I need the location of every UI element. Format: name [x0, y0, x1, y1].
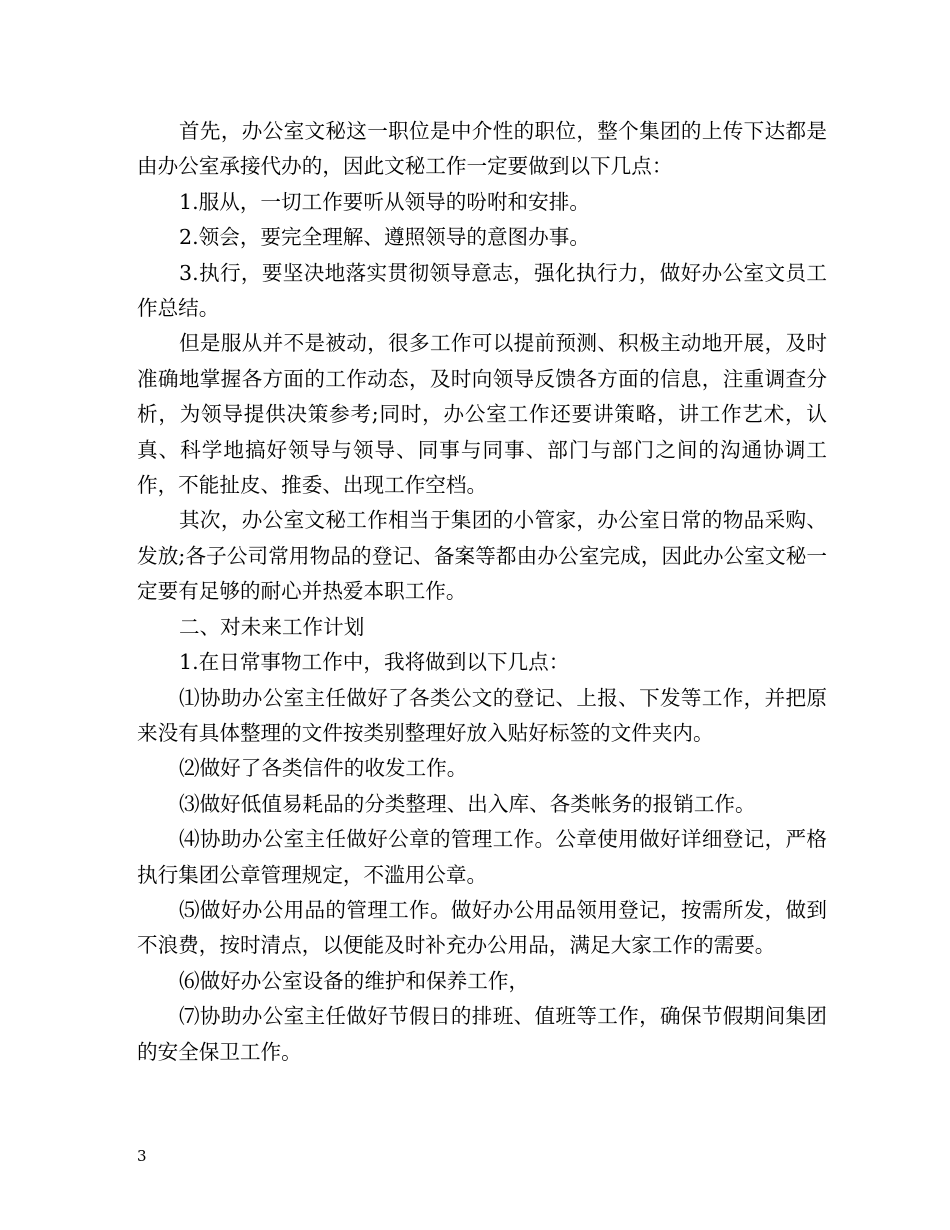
section-heading: 二、对未来工作计划 — [179, 614, 365, 639]
list-item: ⑺协助办公室主任做好节假日的排班、值班等工作，确保节假期间集团的安全保卫工作。 — [137, 1004, 827, 1064]
list-item: ⑷协助办公室主任做好公章的管理工作。公章使用做好详细登记，严格执行集团公章管理规定，不滥用公章。 — [137, 827, 827, 887]
list-item: ⑵做好了各类信件的收发工作。 — [179, 756, 468, 781]
paragraph: 首先，办公室文秘这一职位是中介性的职位，整个集团的上传下达都是由办公室承接代办的，因此文秘工作一定要做到以下几点： — [137, 119, 827, 179]
paragraph: 其次，办公室文秘工作相当于集团的小管家，办公室日常的物品采购、发放;各子公司常用物品的登记、备案等都由办公室完成，因此办公室文秘一定要有足够的耐心并热爱本职工作。 — [137, 508, 827, 604]
page-number: 3 — [137, 1147, 147, 1165]
document-body — [137, 114, 827, 1070]
list-item: ⑸做好办公用品的管理工作。做好办公用品领用登记，按需所发，做到不浪费，按时清点，以便能及时补充办公用品，满足大家工作的需要。 — [137, 897, 827, 958]
list-item: ⑴协助办公室主任做好了各类公文的登记、上报、下发等工作，并把原来没有具体整理的文件按类别整理好放入贴好标签的文件夹内。 — [137, 685, 827, 745]
paragraph: 但是服从并不是被动，很多工作可以提前预测、积极主动地开展，及时准确地掌握各方面的工作动态，及时向领导反馈各方面的信息，注重调查分析，为领导提供决策参考;同时，办公室工作还要讲策略，讲工作艺术，认真、科学地搞好领导与领导、同事与同事、部门与部门之间的沟通协调工作，不能扯皮、推委、出现工作空档。 — [137, 331, 827, 498]
paragraph: 2.领会，要完全理解、遵照领导的意图办事。 — [179, 225, 590, 250]
paragraph: 3.执行，要坚决地落实贯彻领导意志，强化执行力，做好办公室文员工作总结。 — [137, 260, 827, 321]
paragraph: 1.在日常事物工作中，我将做到以下几点： — [179, 650, 570, 675]
list-item: ⑹做好办公室设备的维护和保养工作， — [179, 968, 530, 993]
paragraph: 1.服从，一切工作要听从领导的吩咐和安排。 — [179, 189, 590, 214]
list-item: ⑶做好低值易耗品的分类整理、出入库、各类帐务的报销工作。 — [179, 791, 756, 816]
